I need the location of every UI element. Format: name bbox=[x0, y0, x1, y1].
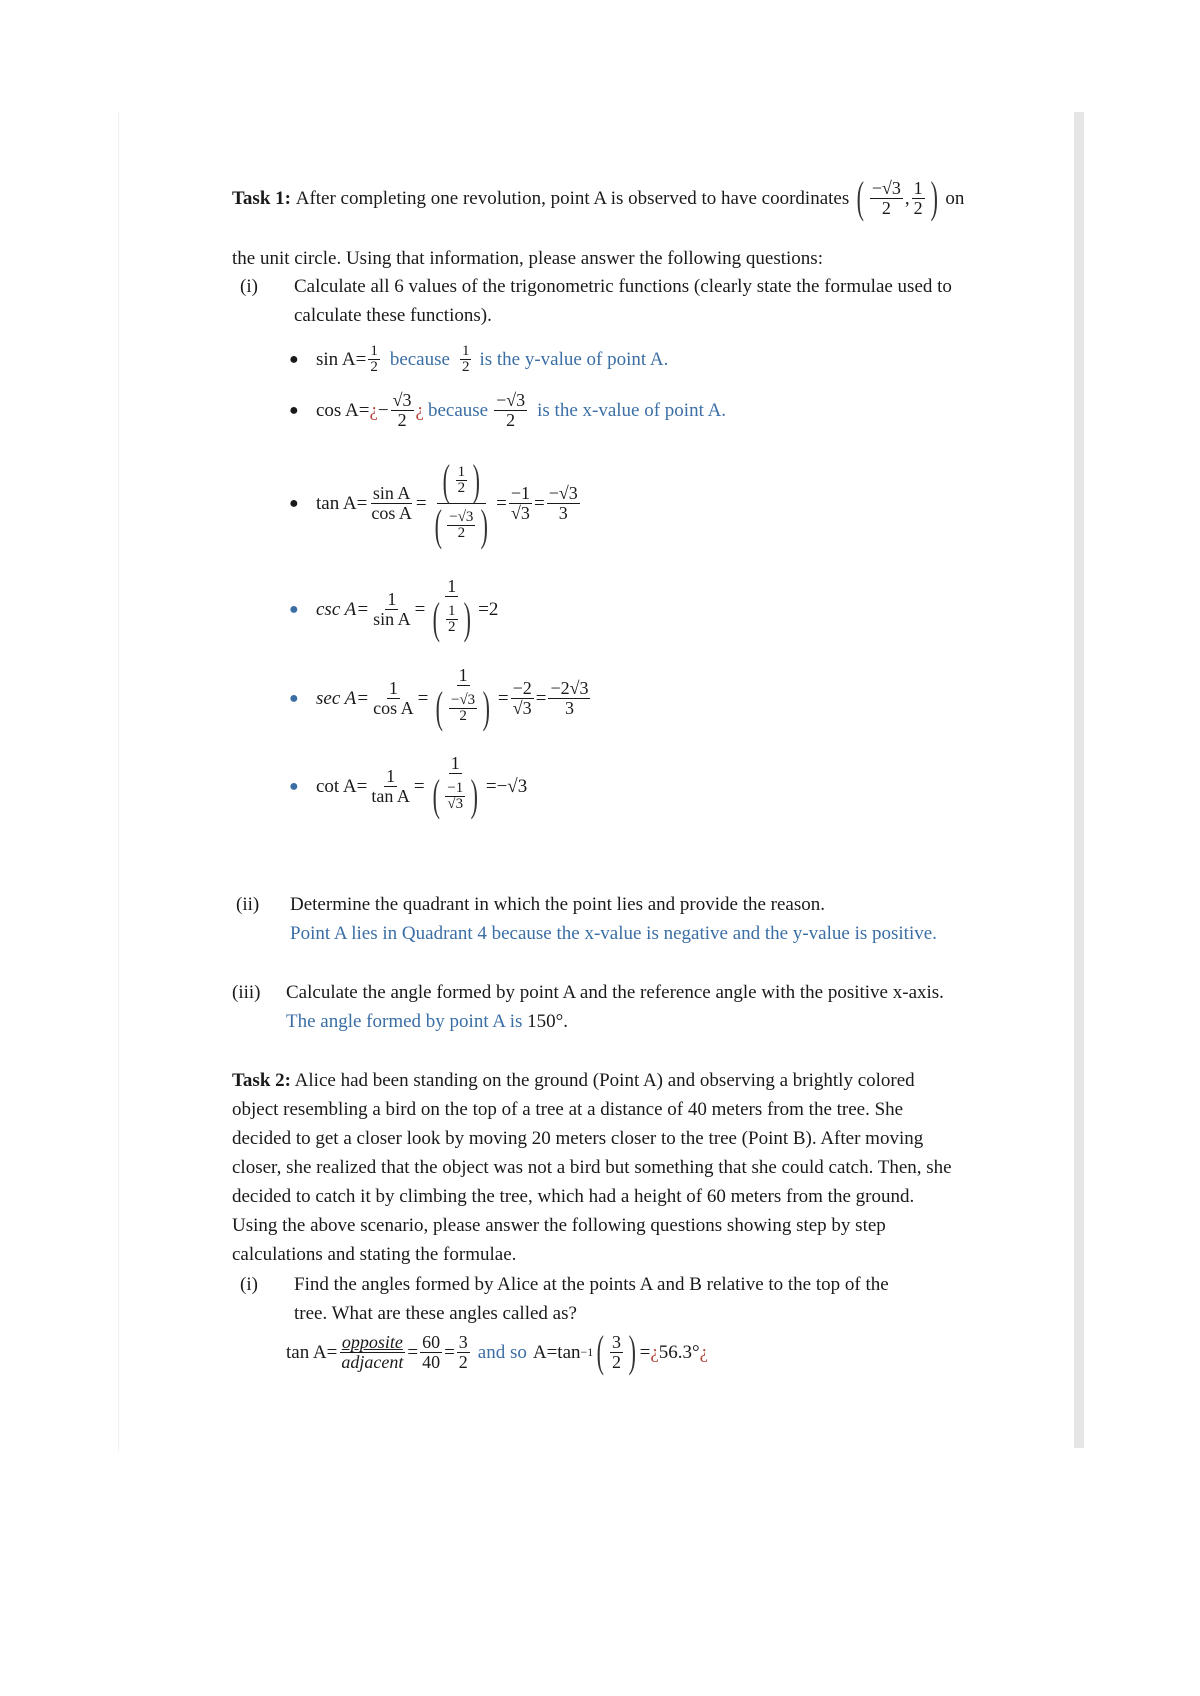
scrollbar[interactable] bbox=[1074, 112, 1084, 1448]
t2-lhs: tan A= bbox=[286, 1341, 338, 1363]
task1-intro-on: on bbox=[945, 187, 965, 209]
t2-eq-3: = bbox=[639, 1341, 651, 1363]
t2-n2: 60 bbox=[422, 1331, 441, 1352]
cos-lhs: cos A= bbox=[316, 399, 370, 421]
cos-reason: is the x-value of point A. bbox=[537, 399, 727, 421]
q2-answer: Point A lies in Quadrant 4 because the x-value is negative and the y-value is positive. bbox=[290, 923, 937, 944]
sec-lhs: sec A= bbox=[316, 687, 370, 709]
q3-number: (iii) bbox=[232, 982, 261, 1003]
bullet-icon: ● bbox=[289, 350, 299, 368]
cos-item bbox=[289, 380, 996, 440]
page-left-edge bbox=[118, 112, 119, 1452]
t2-pn: 3 bbox=[611, 1331, 621, 1352]
task1-question-1 bbox=[240, 272, 980, 330]
coord-x-den: 2 bbox=[881, 197, 891, 218]
task1-question-2 bbox=[236, 890, 976, 948]
t2q1-number: (i) bbox=[240, 1274, 258, 1295]
trig-list bbox=[232, 338, 996, 828]
sec-item: ● sec A= $\frac{1}{\text{cos A}}$ = 1 ( $\frac{-√3}{2}$ ) = $\frac{-2}{√3}$ = $\frac{-2√3}{3}$ bbox=[289, 665, 589, 732]
task1-question-3 bbox=[232, 978, 972, 1036]
task2-paragraph bbox=[232, 1066, 954, 1269]
bullet-icon: ● bbox=[289, 600, 299, 618]
task1-intro-cont: the unit circle. Using that information, please answer the following questions: bbox=[232, 248, 823, 269]
tan-r2num: −√3 bbox=[548, 482, 578, 503]
task1-label: Task 1: bbox=[232, 187, 291, 209]
sec-eq: = bbox=[417, 687, 429, 709]
coord-x-num: −√3 bbox=[871, 177, 901, 198]
cot-d1: −1 bbox=[447, 779, 464, 796]
csc-n: 1 bbox=[447, 576, 457, 596]
t2-n3: 3 bbox=[458, 1331, 468, 1352]
tan-r1den: √3 bbox=[510, 502, 530, 523]
t2-eq: = bbox=[407, 1341, 419, 1363]
cos-bden: 2 bbox=[506, 409, 516, 430]
csc-f1den: sin A bbox=[373, 608, 411, 629]
coord-y-den: 2 bbox=[913, 197, 923, 218]
task2-question-1 bbox=[240, 1270, 920, 1328]
csc-f1num: 1 bbox=[387, 588, 397, 609]
q2-text: Determine the quadrant in which the point lies and provide the reason. bbox=[290, 894, 826, 915]
t2-inv2: ¿ bbox=[699, 1341, 709, 1363]
q1-text: Calculate all 6 values of the trigonometric functions (clearly state the formulae used to calculate these functions). bbox=[294, 276, 952, 326]
cos-inv1: ¿ bbox=[369, 399, 378, 421]
cot-f1num: 1 bbox=[386, 765, 396, 786]
t2-inv1: ¿ bbox=[650, 1341, 659, 1363]
t2-sup: −1 bbox=[580, 1344, 594, 1359]
cos-bnum: −√3 bbox=[496, 389, 526, 410]
csc-d1: 1 bbox=[448, 602, 456, 619]
bullet-icon: ● bbox=[289, 777, 299, 795]
sec-n: 1 bbox=[458, 665, 468, 685]
cot-f1den: tan A bbox=[371, 785, 410, 806]
t2-eq-2: = bbox=[444, 1341, 455, 1363]
tan-eq: = bbox=[415, 492, 427, 514]
cos-inv2: ¿ bbox=[415, 399, 424, 421]
sin-den: 2 bbox=[370, 358, 378, 375]
sec-eq-2: = bbox=[497, 687, 509, 709]
csc-d1d: 2 bbox=[448, 618, 456, 635]
q3-text: Calculate the angle formed by point A and the reference angle with the positive x-axis. bbox=[286, 982, 944, 1003]
t2q1-text: Find the angles formed by Alice at the points A and B relative to the top of the tree. What are these angles called as? bbox=[294, 1274, 889, 1324]
task1-intro-line bbox=[232, 173, 992, 222]
csc-eq: = bbox=[414, 598, 426, 620]
tan-eq-3: = bbox=[533, 492, 545, 514]
sin-lhs: sin A= bbox=[316, 348, 367, 370]
cos-minus: − bbox=[377, 399, 389, 421]
cos-num: √3 bbox=[392, 389, 412, 410]
t2-f1den: adjacent bbox=[341, 1351, 404, 1372]
cot-d1d: √3 bbox=[447, 795, 464, 812]
tan-d1: −√3 bbox=[449, 509, 474, 525]
coord-comma: , bbox=[904, 187, 910, 209]
sec-f1num: 1 bbox=[388, 677, 398, 698]
cot-n: 1 bbox=[450, 753, 460, 773]
sin-bnum: 1 bbox=[461, 342, 470, 359]
sec-r1den: √3 bbox=[512, 697, 532, 718]
tan-f1num: sin A bbox=[372, 482, 411, 503]
csc-item: ● csc A= $\frac{1}{\text{sin A}}$ = 1 ( $\frac{1}{2}$ ) =2 bbox=[289, 576, 499, 643]
task1-intro: After completing one revolution, point A is observed to have coordinates bbox=[295, 187, 850, 209]
t2-value: 56.3° bbox=[658, 1341, 700, 1363]
sin-reason: is the y-value of point A. bbox=[479, 348, 669, 370]
q3-value: 150°. bbox=[527, 1011, 569, 1032]
sin-num: 1 bbox=[370, 342, 378, 359]
bullet-icon: ● bbox=[289, 494, 299, 512]
cos-den: 2 bbox=[397, 409, 407, 430]
cot-result: =−√3 bbox=[485, 775, 528, 797]
cot-item: ● cot A= $\frac{1}{\text{tan A}}$ = 1 ( $\frac{-1}{√3}$ ) =−√3 bbox=[289, 753, 528, 820]
sin-bden: 2 bbox=[461, 358, 470, 375]
coord-y-num: 1 bbox=[913, 177, 923, 198]
t2-a: A=tan bbox=[532, 1341, 581, 1363]
tan-lhs: tan A= bbox=[316, 492, 368, 514]
tan-r1num: −1 bbox=[510, 482, 530, 503]
tan-r2den: 3 bbox=[558, 502, 568, 523]
t2-d3: 2 bbox=[458, 1351, 468, 1372]
task2-text: Alice had been standing on the ground (Point A) and observing a brightly colored object resembling a bird on the top of a tree at a distance of 40 meters from the tree. She decided to get a closer look by moving 20 meters closer to the tree (Point B). After moving closer, she realized that the object was not a bird but something that she could catch. Then, she decided to catch it by climbing the tree, which had a height of 60 meters from the ground. Using the above scenario, please answer the following questions showing step by step calculations and stating the formulae. bbox=[232, 1070, 952, 1265]
sin-item bbox=[289, 338, 996, 380]
sec-f1den: cos A bbox=[373, 697, 414, 718]
tan-n1d: 2 bbox=[457, 480, 466, 496]
q2-number: (ii) bbox=[236, 894, 260, 915]
t2-andso: and so bbox=[477, 1341, 527, 1363]
bullet-icon: ● bbox=[289, 401, 299, 419]
cot-eq: = bbox=[413, 775, 425, 797]
tan-d1d: 2 bbox=[457, 525, 466, 541]
sec-d1: −√3 bbox=[450, 691, 476, 708]
tan-f1den: cos A bbox=[371, 502, 412, 523]
cos-because: because bbox=[427, 399, 489, 421]
sec-r2num: −2√3 bbox=[550, 677, 589, 698]
sec-r2den: 3 bbox=[564, 697, 574, 718]
t2-pd: 2 bbox=[611, 1351, 621, 1372]
tan-eq-2: = bbox=[496, 492, 507, 514]
sec-eq-3: = bbox=[535, 687, 547, 709]
task2-equation: tan A= $\frac{\text{opposite}}{\text{adjacent}}$ = $\frac{60}{40}$ = $\frac{3}{2}$ and so A=tan −1 ( $\frac{3}{2}$ ) = ¿ 56.3° ¿ bbox=[286, 1327, 709, 1376]
t2-f1num: opposite bbox=[341, 1331, 403, 1352]
sec-r1num: −2 bbox=[512, 677, 532, 698]
t2-d2: 40 bbox=[422, 1351, 441, 1372]
sin-because: because bbox=[389, 348, 450, 370]
q3-answer: The angle formed by point A is bbox=[286, 1011, 523, 1032]
tan-n1: 1 bbox=[457, 464, 466, 480]
coordinates: ( $\frac{-√3}{2}$ , $\frac{1}{2}$ ) bbox=[856, 173, 938, 222]
task2-label: Task 2: bbox=[232, 1070, 291, 1091]
q1-number: (i) bbox=[240, 276, 258, 297]
cot-lhs: cot A= bbox=[316, 775, 368, 797]
csc-lhs: csc A= bbox=[316, 598, 370, 620]
tan-item: ● tan A= $\frac{\text{sin A}}{\text{cos A}}$ = ( $\frac{1}{2}$ ) ( $\frac{-√3}{2}$ ) = $\frac{-1}{√3}$ = $\frac{-√3}{3}$ bbox=[289, 455, 578, 550]
csc-result: =2 bbox=[478, 598, 499, 620]
bullet-icon: ● bbox=[289, 689, 299, 707]
sec-d1d: 2 bbox=[459, 707, 467, 724]
